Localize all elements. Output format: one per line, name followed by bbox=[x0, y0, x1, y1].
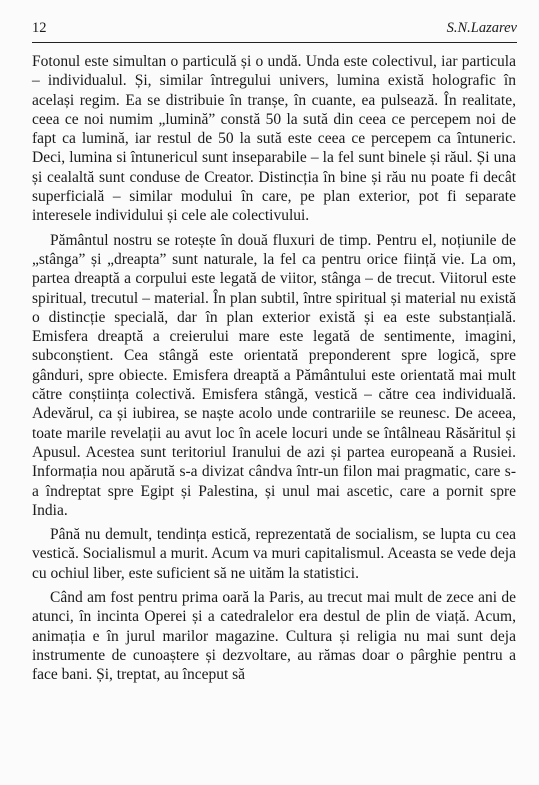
paragraph: Pământul nostru se rotește în două fluxuri de timp. Pentru el, noțiunile de „stânga” și „dreapta” sunt naturale, la fel ca pentru orice ființă vie. La om, partea dreaptă a corpului este legată de viitor, stânga – de trecut. Viitorul este spiritual, trecutul – material. În plan subtil, între spiritual și material nu există o distincție specială, dar în plan exterior există și ea este substanțială. Emisfera dreaptă a creierului mare este legată de sentimente, imagini, subconștient. Cea stângă este orientată preponderent spre logică, spre gânduri, spre obiecte. Emisfera dreaptă a Pământului este orientată mai mult către conștiința colectivă. Emisfera stângă, vestică – către cea individuală. Adevărul, ca și iubirea, se naște acolo unde contrariile se reunesc. De aceea, toate marile revelații au avut loc în acele locuri unde se întâlneau Răsăritul și Apusul. Acestea sunt teritoriul Iranului de azi și partea europeană a Rusiei. Informația nou apărută s-a divizat cândva într-un filon mai pragmatic, care s-a îndreptat spre Egipt și Palestina, și unul mai ascetic, care a pornit spre India. bbox=[32, 231, 516, 519]
body-text bbox=[32, 52, 516, 685]
header-rule bbox=[32, 42, 517, 43]
page-header bbox=[32, 20, 517, 42]
paragraph: Fotonul este simultan o particulă și o undă. Unda este colectivul, iar particula – individualul. Și, similar întregului univers, lumina există holografic în același regim. Ea se distribuie în tranșe, în cuante, ea pulsează. În realitate, ceea ce noi numim „lumină” constă 50 la sută din ceea ce percepem noi de fapt ca lumină, iar restul de 50 la sută este ceea ce percepem ca întuneric. Deci, lumina si întunericul sunt inseparabile – la fel sunt binele și răul. Și una și cealaltă sunt conduse de Creator. Distincția în bine și rău nu poate fi decât superficială – similar modului în care, pe plan exterior, pot fi separate interesele individului și cele ale colectivului. bbox=[32, 53, 516, 225]
running-head-author: S.N.Lazarev bbox=[446, 20, 517, 36]
paragraph: Până nu demult, tendința estică, reprezentată de socialism, se lupta cu cea vestică. Socialismul a murit. Acum va muri capitalismul. Aceasta se vede deja cu ochiul liber, este suficient să ne uităm la statistici. bbox=[32, 526, 516, 582]
page-number: 12 bbox=[32, 20, 47, 36]
paragraph: Când am fost pentru prima oară la Paris, au trecut mai mult de zece ani de atunci, în incinta Operei și a catedralelor era destul de plin de viață. Acum, animația e în jurul marilor magazine. Cultura și religia nu mai sunt deja instrumente de cunoaștere și dezvoltare, au rămas doar o pârghie pentru a face bani. Și, treptat, au început să bbox=[32, 589, 516, 684]
